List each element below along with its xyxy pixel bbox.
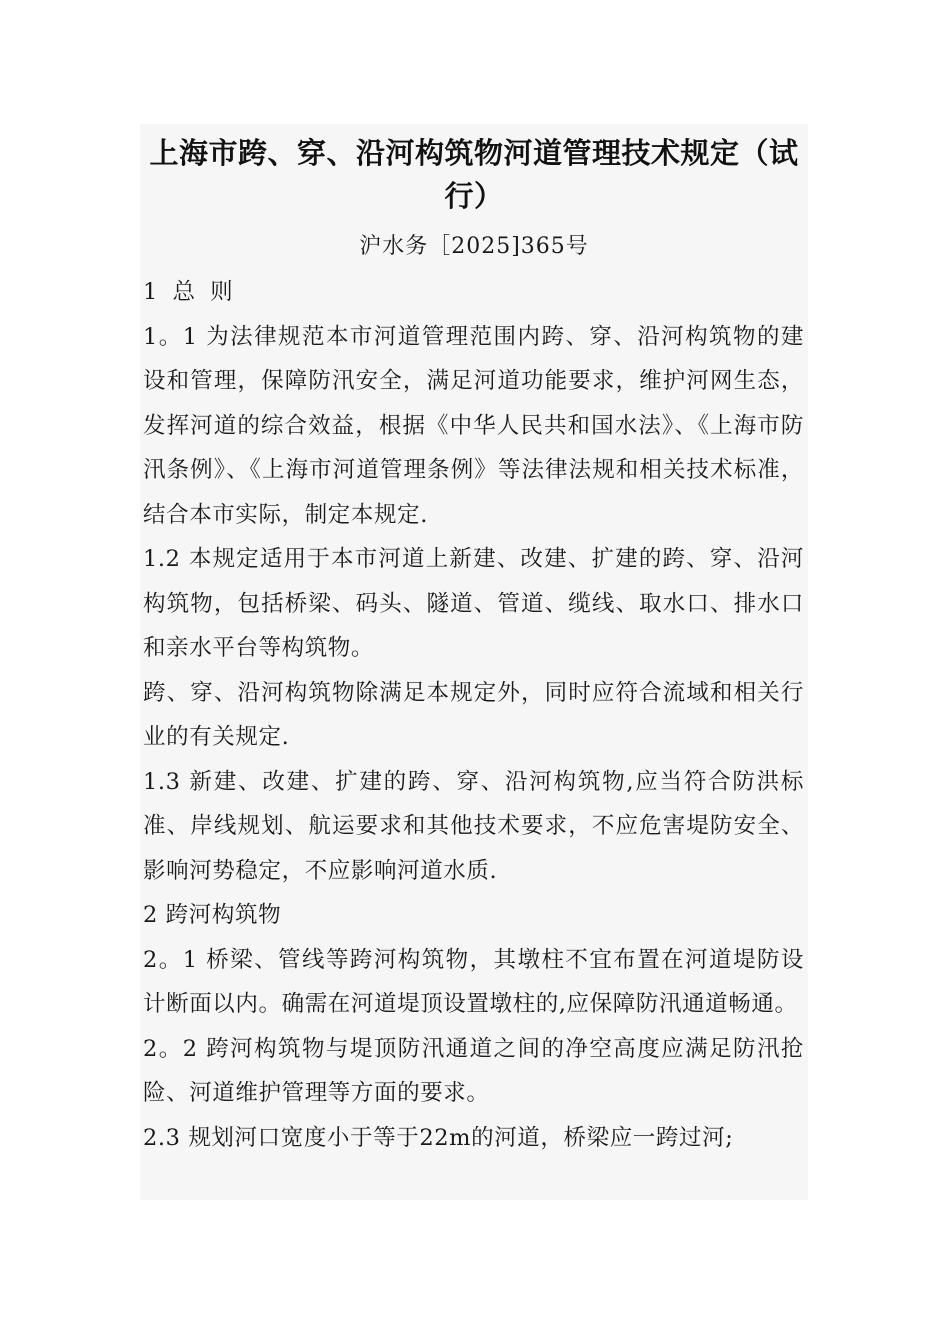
paragraph-2-2: 2。2 跨河构筑物与堤顶防汛通道之间的净空高度应满足防汛抢险、河道维护管理等方面的要求。 (143, 1035, 804, 1106)
document-title: 上海市跨、穿、沿河构筑物河道管理技术规定（试行） (149, 136, 799, 213)
paragraph-1-1: 1。1 为法律规范本市河道管理范围内跨、穿、沿河构筑物的建设和管理，保障防汛安全，满足河道功能要求，维护河网生态，发挥河道的综合效益，根据《中华人民共和国水法》、《上海市防汛条例》、《上海市河道管理条例》等法律法规和相关技术标准，结合本市实际，制定本规定. (143, 323, 804, 528)
document-page (140, 124, 808, 1200)
section-heading-general: 1 总 则 (143, 279, 237, 305)
paragraph-1-3: 1.3 新建、改建、扩建的跨、穿、沿河构筑物,应当符合防洪标准、岸线规划、航运要求和其他技术要求，不应危害堤防安全、影响河势稳定，不应影响河道水质. (143, 768, 804, 884)
paragraph-2-1: 2。1 桥梁、管线等跨河构筑物，其墩柱不宜布置在河道堤防设计断面以内。确需在河道堤顶设置墩柱的,应保障防汛通道畅通。 (143, 946, 804, 1017)
paragraph-1-2-note: 跨、穿、沿河构筑物除满足本规定外，同时应符合流域和相关行业的有关规定. (143, 679, 804, 750)
section-heading-cross-river: 2 跨河构筑物 (143, 902, 282, 928)
paragraph-2-3: 2.3 规划河口宽度小于等于22m的河道，桥梁应一跨过河; (143, 1124, 734, 1151)
document-number: 沪水务［2025]365号 (359, 234, 589, 259)
paragraph-1-2: 1.2 本规定适用于本市河道上新建、改建、扩建的跨、穿、沿河构筑物，包括桥梁、码头、隧道、管道、缆线、取水口、排水口和亲水平台等构筑物。 (143, 546, 804, 661)
